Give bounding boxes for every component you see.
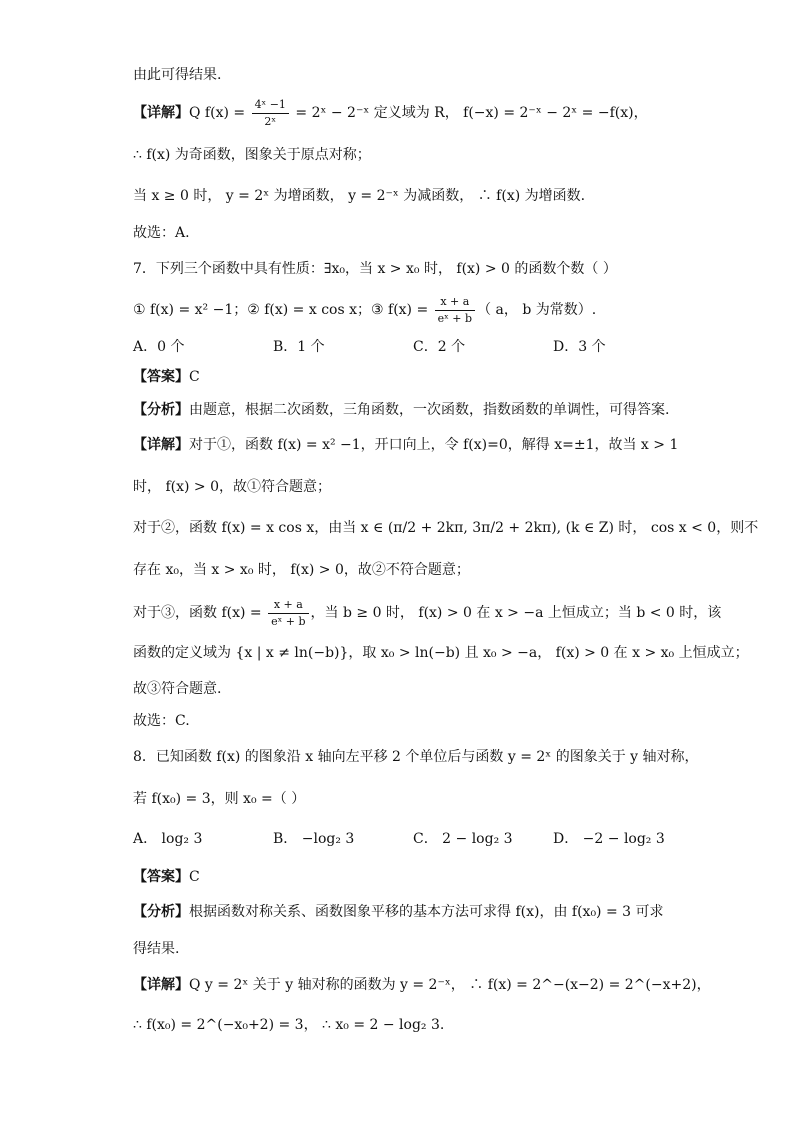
option-c: C．2 个 <box>413 339 466 355</box>
text-line-increasing: 当 x ≥ 0 时， y = 2ˣ 为增函数， y = 2⁻ˣ 为减函数， ∴ f(x) 为增函数. <box>133 188 586 204</box>
answer-q7: 【答案】C <box>133 369 200 385</box>
choice-q7: 故选：C. <box>133 713 190 729</box>
text-line-odd-function: ∴ f(x) 为奇函数，图象关于原点对称； <box>133 147 371 163</box>
detail-q8-2: ∴ f(x₀) = 2^(−x₀+2) = 3， ∴ x₀ = 2 − log₂ 3. <box>133 1017 445 1033</box>
analysis-q8: 【分析】根据函数对称关系、函数图象平移的基本方法可求得 f(x)，由 f(x₀) = 3 可求 <box>133 904 664 920</box>
detail-q8: 【详解】Q y = 2ˣ 关于 y 轴对称的函数为 y = 2⁻ˣ， ∴ f(x) = 2^−(x−2) = 2^(−x+2)， <box>133 977 711 993</box>
fraction: $\frac{\text{4ˣ −1}}{\text{2ˣ}}$ <box>252 98 289 129</box>
question-8-stem: 8．已知函数 f(x) 的图象沿 x 轴向左平移 2 个单位后与函数 y = 2ˣ 的图象关于 y 轴对称， <box>133 749 699 765</box>
question-7-options <box>133 332 672 362</box>
text-line-detail-q6: 【详解】Q f(x) = $\frac{\text{4ˣ −1}}{\text{2ˣ}}$ = 2ˣ − 2⁻ˣ 定义域为 R， f(−x) = 2⁻ˣ − 2ˣ = −f(x)， <box>133 97 648 128</box>
detail-q7-line1: 【详解】对于①，函数 f(x) = x² −1，开口向上，令 f(x)=0，解得 x=±1，故当 x > 1 <box>133 437 679 453</box>
detail-q7-line6: 函数的定义域为 {x | x ≠ ln(−b)}，取 x₀ > ln(−b) 且 x₀ > −a， f(x) > 0 在 x > x₀ 上恒成立； <box>133 645 749 661</box>
fraction: $\frac{x + a}{\text{eˣ + b}}$ <box>268 598 308 629</box>
option-d: D． −2 − log₂ 3 <box>553 831 665 847</box>
answer-q8: 【答案】C <box>133 869 200 885</box>
question-8-stem-2: 若 f(x₀) = 3，则 x₀ =（ ） <box>133 791 306 807</box>
detail-q7-line3: 对于②，函数 f(x) = x cos x，由当 x ∈ (π/2 + 2kπ, 3π/2 + 2kπ), (k ∈ Z) 时， cos x < 0，则不 <box>133 520 759 536</box>
detail-q7-line7: 故③符合题意. <box>133 681 222 697</box>
question-7-stem: 7．下列三个函数中具有性质：∃x₀，当 x > x₀ 时， f(x) > 0 的函数个数（ ） <box>133 261 617 277</box>
detail-q7-line2: 时， f(x) > 0，故①符合题意； <box>133 479 331 495</box>
option-c: C． 2 − log₂ 3 <box>413 831 513 847</box>
text-line-choice-a: 故选：A. <box>133 225 190 241</box>
option-b: B．1 个 <box>273 339 325 355</box>
detail-q7-line4: 存在 x₀，当 x > x₀ 时， f(x) > 0，故②不符合题意； <box>133 562 470 578</box>
option-d: D．3 个 <box>553 339 606 355</box>
option-a: A． log₂ 3 <box>133 831 203 847</box>
question-8-options <box>133 824 672 854</box>
detail-tag: 【详解】 <box>133 105 189 121</box>
text-line-conclusion: 由此可得结果. <box>133 67 222 83</box>
fraction: $\frac{x + a}{\text{eˣ + b}}$ <box>435 295 475 326</box>
analysis-q8-2: 得结果. <box>133 941 180 957</box>
question-7-functions: ① f(x) = x² −1；② f(x) = x cos x；③ f(x) = $\frac{x + a}{\text{eˣ + b}}$ （ a， b 为常数）. <box>133 294 597 325</box>
detail-q7-line5: 对于③，函数 f(x) = $\frac{x + a}{\text{eˣ + b}}$ ，当 b ≥ 0 时， f(x) > 0 在 x > −a 上恒成立；当 b < 0 时，该 <box>133 597 722 628</box>
option-b: B． −log₂ 3 <box>273 831 355 847</box>
analysis-q7: 【分析】由题意，根据二次函数，三角函数，一次函数，指数函数的单调性，可得答案. <box>133 402 670 418</box>
option-a: A．0 个 <box>133 339 185 355</box>
